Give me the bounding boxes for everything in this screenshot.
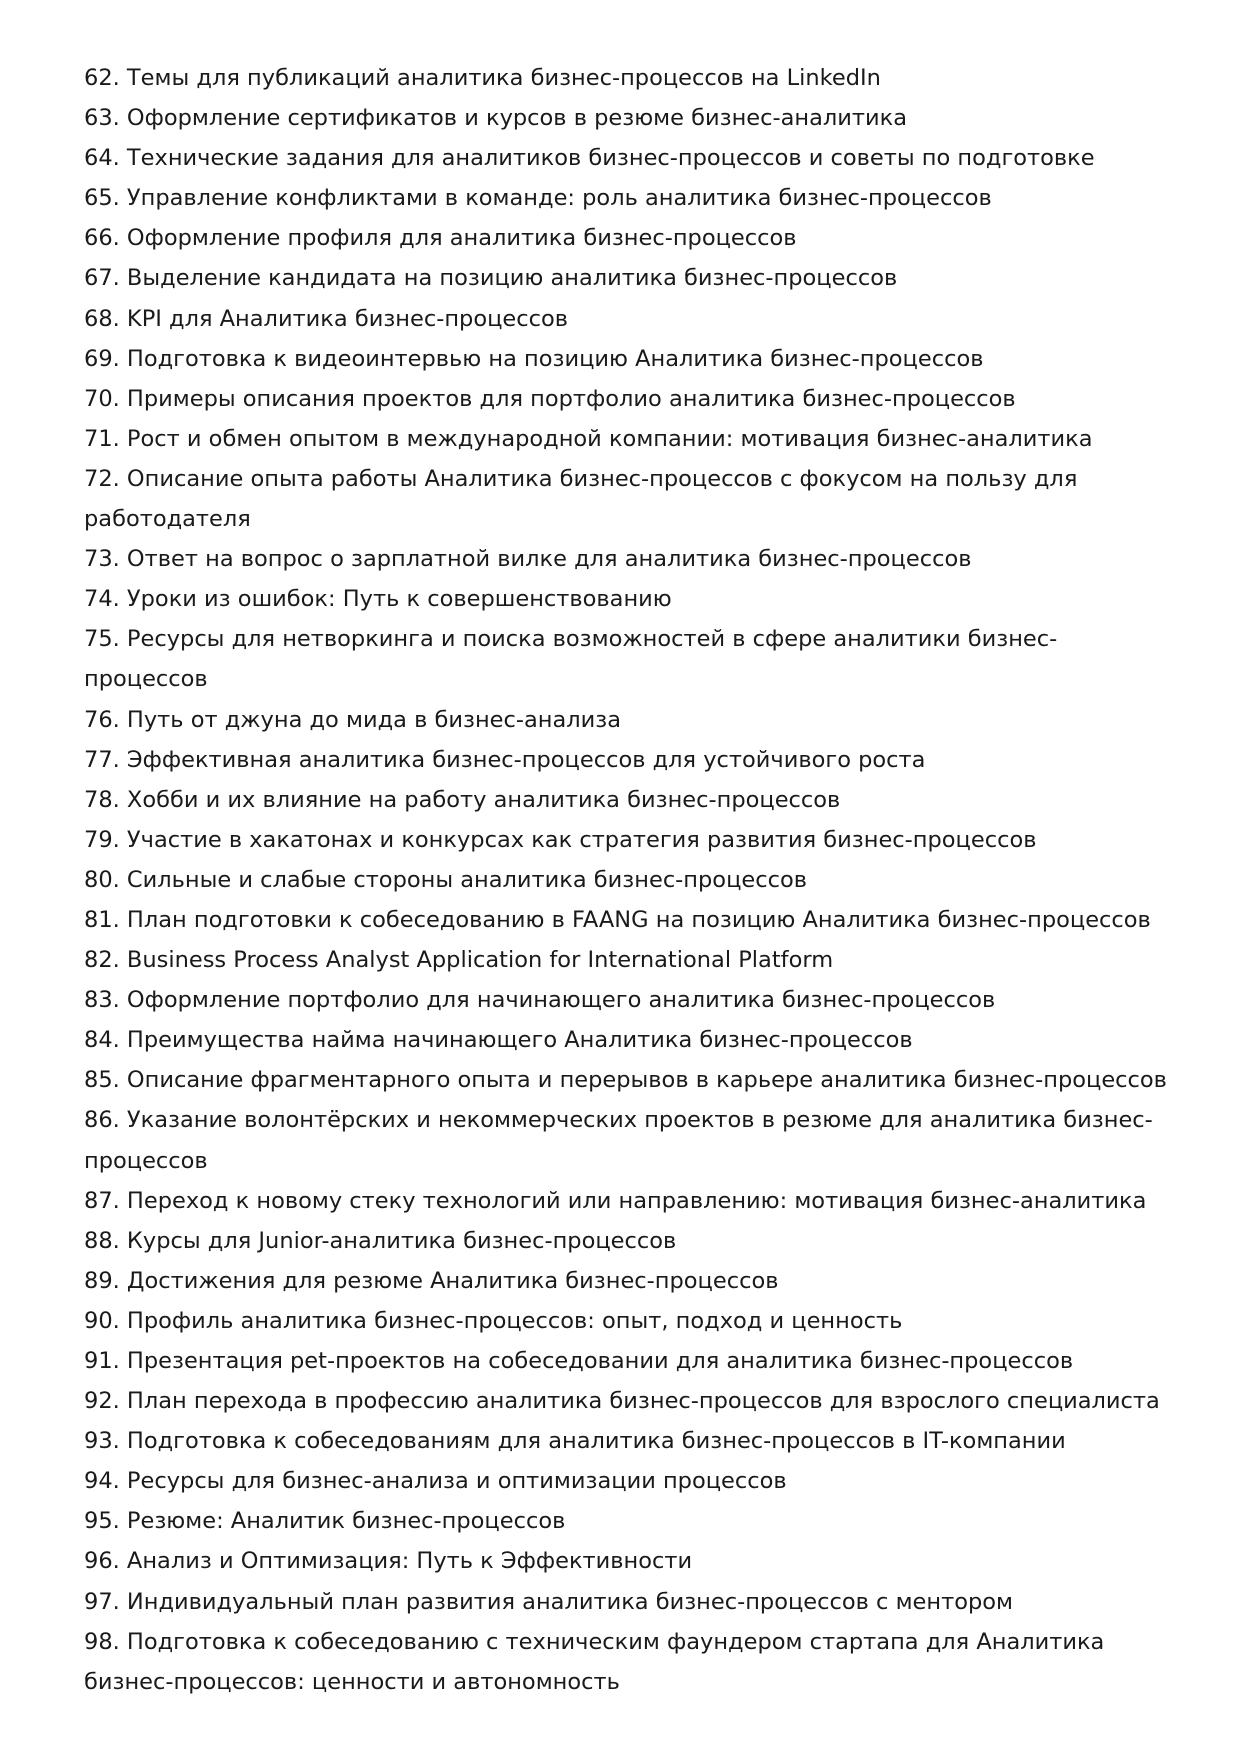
list-item: 95. Резюме: Аналитик бизнес-процессов	[84, 1508, 566, 1535]
list-item: 91. Презентация pet-проектов на собеседовании для аналитика бизнес-процессов	[84, 1348, 1074, 1374]
list-item: 67. Выделение кандидата на позицию аналитика бизнес-процессов	[84, 265, 898, 292]
list-item: 75. Ресурсы для нетворкинга и поиска возможностей в сфере аналитики бизнес-процессов	[84, 626, 1058, 693]
list-item: 83. Оформление портфолио для начинающего аналитика бизнес-процессов	[84, 987, 996, 1014]
list-item: 96. Анализ и Оптимизация: Путь к Эффективности	[84, 1548, 693, 1575]
list-item: 70. Примеры описания проектов для портфолио аналитика бизнес-процессов	[84, 385, 1016, 412]
list-item: 85. Описание фрагментарного опыта и перерывов в карьере аналитика бизнес-процессов	[84, 1067, 1167, 1094]
list-item: 94. Ресурсы для бизнес-анализа и оптимизации процессов	[84, 1468, 787, 1495]
list-item: 73. Ответ на вопрос о зарплатной вилке для аналитика бизнес-процессов	[84, 546, 972, 573]
list-item: 87. Переход к новому стеку технологий или направлению: мотивация бизнес-аналитика	[84, 1187, 1147, 1214]
list-item: 63. Оформление сертификатов и курсов в резюме бизнес-аналитика	[84, 105, 908, 132]
list-item: 66. Оформление профиля для аналитика бизнес-процессов	[84, 225, 797, 252]
list-item: 89. Достижения для резюме Аналитика бизнес-процессов	[84, 1267, 779, 1294]
list-item: 71. Рост и обмен опытом в международной компании: мотивация бизнес-аналитика	[84, 425, 1093, 452]
list-item: 74. Уроки из ошибок: Путь к совершенствованию	[84, 586, 672, 613]
list-item: 97. Индивидуальный план развития аналитика бизнес-процессов с ментором	[84, 1588, 1014, 1615]
list-item: 88. Курсы для Junior-аналитика бизнес-процессов	[84, 1227, 677, 1254]
list-item: 72. Описание опыта работы Аналитика бизнес-процессов с фокусом на пользу для работодателя	[84, 465, 1078, 533]
list-item: 79. Участие в хакатонах и конкурсах как стратегия развития бизнес-процессов	[84, 826, 1037, 853]
list-item: 98. Подготовка к собеседованию с техническим фаундером стартапа для Аналитика бизнес-процессов: ценности и автономность	[84, 1628, 1105, 1695]
list-item: 64. Технические задания для аналитиков бизнес-процессов и советы по подготовке	[84, 145, 1095, 172]
list-item: 82. Business Process Analyst Application for International Platform	[84, 947, 834, 974]
list-item: 81. План подготовки к собеседованию в FAANG на позицию Аналитика бизнес-процессов	[84, 906, 1151, 933]
list-item: 69. Подготовка к видеоинтервью на позицию Аналитика бизнес-процессов	[84, 345, 984, 372]
list-item: 77. Эффективная аналитика бизнес-процессов для устойчивого роста	[84, 746, 926, 773]
list-item: 86. Указание волонтёрских и некоммерческих проектов в резюме для аналитика бизнес-процессов	[84, 1107, 1153, 1174]
list-item: 90. Профиль аналитика бизнес-процессов: опыт, подход и ценность	[84, 1307, 903, 1334]
list-item: 65. Управление конфликтами в команде: роль аналитика бизнес-процессов	[84, 185, 992, 212]
list-item: 62. Темы для публикаций аналитика бизнес-процессов на LinkedIn	[84, 65, 881, 91]
list-item: 92. План перехода в профессию аналитика бизнес-процессов для взрослого специалиста	[84, 1388, 1160, 1415]
topic-list	[84, 58, 1174, 1702]
list-item: 68. KPI для Аналитика бизнес-процессов	[84, 305, 569, 332]
list-item: 80. Сильные и слабые стороны аналитика бизнес-процессов	[84, 866, 807, 893]
list-item: 93. Подготовка к собеседованиям для аналитика бизнес-процессов в IT-компании	[84, 1428, 1066, 1455]
list-item: 78. Хобби и их влияние на работу аналитика бизнес-процессов	[84, 786, 841, 813]
list-item: 76. Путь от джуна до мида в бизнес-анализа	[84, 706, 622, 733]
list-item: 84. Преимущества найма начинающего Аналитика бизнес-процессов	[84, 1027, 913, 1054]
